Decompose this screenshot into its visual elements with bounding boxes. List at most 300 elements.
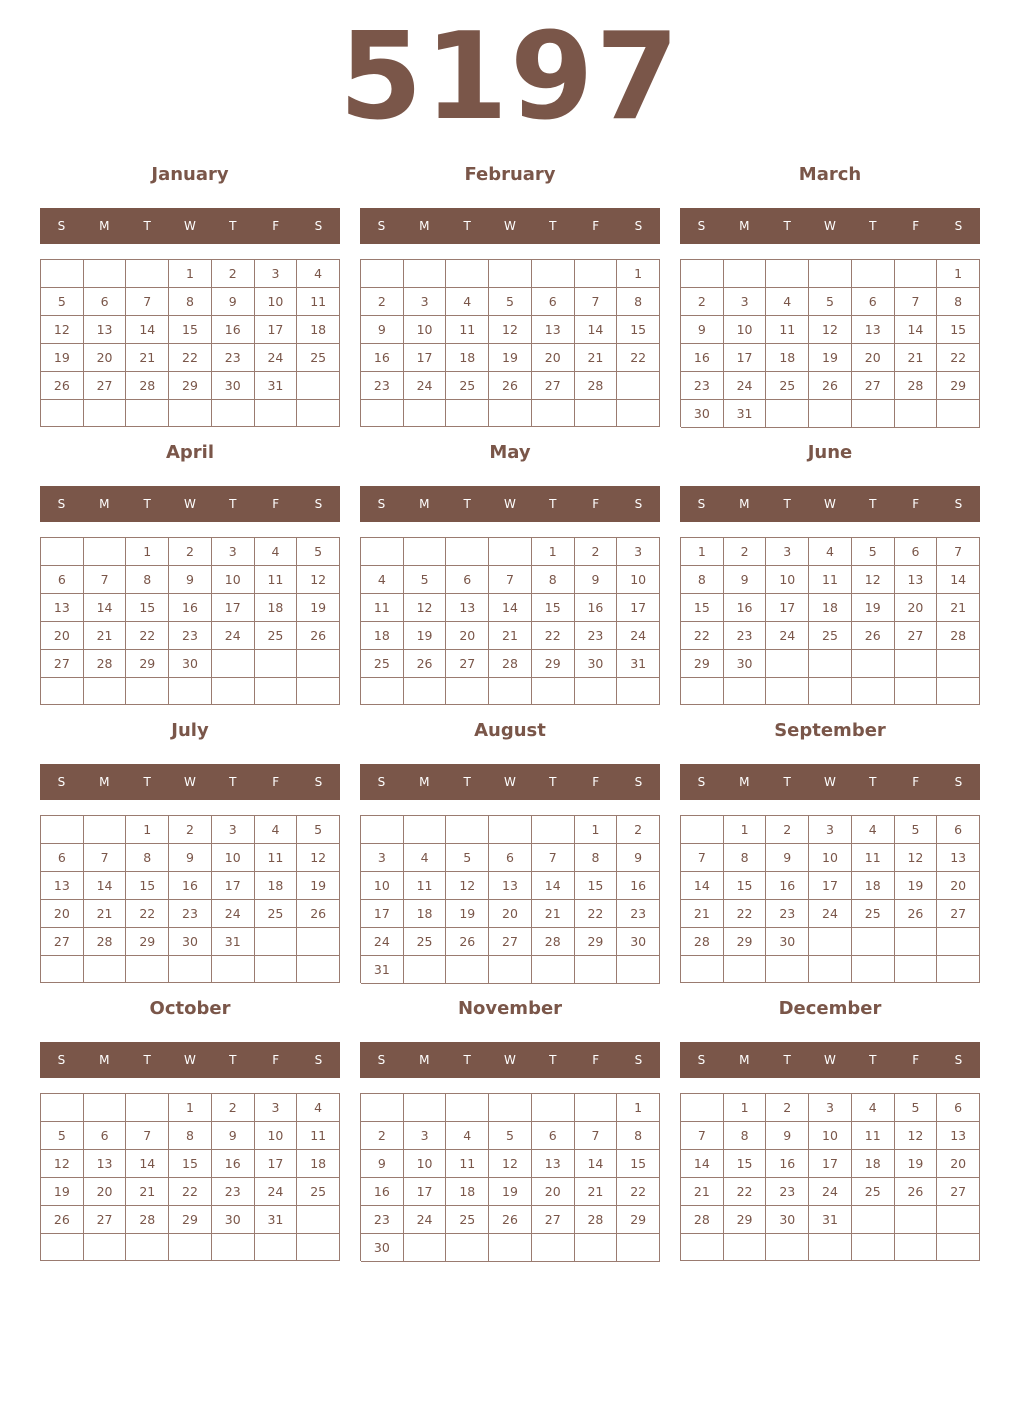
day-cell: 9 <box>212 288 255 316</box>
empty-day-cell <box>809 1234 852 1261</box>
empty-day-cell <box>617 678 660 705</box>
day-cell: 30 <box>681 400 724 428</box>
weekday-header: S <box>377 497 386 511</box>
day-cell: 1 <box>575 816 618 844</box>
day-cell: 5 <box>404 566 447 594</box>
day-cell: 10 <box>766 566 809 594</box>
day-cell: 19 <box>852 594 895 622</box>
day-cell: 3 <box>809 1094 852 1122</box>
day-cell: 7 <box>84 566 127 594</box>
day-cell: 7 <box>895 288 938 316</box>
weekday-header: T <box>783 775 791 789</box>
weekday-header: F <box>912 775 920 789</box>
day-cell: 7 <box>126 1122 169 1150</box>
day-cell: 29 <box>532 650 575 678</box>
day-cell: 3 <box>404 288 447 316</box>
day-cell: 1 <box>532 538 575 566</box>
days-grid <box>40 815 340 983</box>
days-grid <box>680 1093 980 1261</box>
day-cell: 28 <box>126 1206 169 1234</box>
day-cell: 18 <box>404 900 447 928</box>
day-cell: 16 <box>212 316 255 344</box>
day-cell: 26 <box>404 650 447 678</box>
day-cell: 27 <box>852 372 895 400</box>
month-title: March <box>798 164 862 185</box>
weekday-header-row <box>40 208 340 244</box>
day-cell: 16 <box>169 872 212 900</box>
day-cell: 5 <box>297 816 340 844</box>
day-cell: 9 <box>169 566 212 594</box>
weekday-header: M <box>419 219 430 233</box>
empty-day-cell <box>895 260 938 288</box>
day-cell: 18 <box>852 1150 895 1178</box>
day-cell: 16 <box>617 872 660 900</box>
weekday-header: T <box>869 775 877 789</box>
empty-day-cell <box>297 928 340 956</box>
day-cell: 5 <box>446 844 489 872</box>
day-cell: 30 <box>212 1206 255 1234</box>
day-cell: 25 <box>297 1178 340 1206</box>
day-cell: 24 <box>404 372 447 400</box>
empty-day-cell <box>212 650 255 678</box>
weekday-header-row <box>360 764 660 800</box>
empty-day-cell <box>489 1234 532 1262</box>
weekday-header: F <box>272 1053 280 1067</box>
empty-day-cell <box>297 400 340 427</box>
day-cell: 13 <box>937 1122 980 1150</box>
empty-day-cell <box>212 1234 255 1261</box>
day-cell: 6 <box>489 844 532 872</box>
day-cell: 9 <box>361 316 404 344</box>
day-cell: 20 <box>532 1178 575 1206</box>
weekday-header: S <box>697 219 706 233</box>
empty-day-cell <box>255 400 298 427</box>
day-cell: 25 <box>766 372 809 400</box>
empty-day-cell <box>41 1094 84 1122</box>
day-cell: 6 <box>446 566 489 594</box>
day-cell: 23 <box>212 344 255 372</box>
day-cell: 27 <box>532 1206 575 1234</box>
day-cell: 12 <box>404 594 447 622</box>
day-cell: 24 <box>724 372 767 400</box>
day-cell: 8 <box>681 566 724 594</box>
weekday-header: T <box>229 775 237 789</box>
month-title: September <box>774 720 886 741</box>
day-cell: 14 <box>575 1150 618 1178</box>
day-cell: 30 <box>169 650 212 678</box>
day-cell: 17 <box>255 1150 298 1178</box>
day-cell: 14 <box>937 566 980 594</box>
day-cell: 22 <box>169 344 212 372</box>
empty-day-cell <box>532 1094 575 1122</box>
day-cell: 21 <box>489 622 532 650</box>
empty-day-cell <box>532 1234 575 1262</box>
day-cell: 11 <box>255 566 298 594</box>
day-cell: 18 <box>852 872 895 900</box>
day-cell: 13 <box>489 872 532 900</box>
day-cell: 5 <box>489 288 532 316</box>
day-cell: 11 <box>446 316 489 344</box>
weekday-header: M <box>739 497 750 511</box>
day-cell: 6 <box>852 288 895 316</box>
empty-day-cell <box>255 928 298 956</box>
empty-day-cell <box>297 678 340 705</box>
day-cell: 19 <box>489 1178 532 1206</box>
day-cell: 13 <box>41 872 84 900</box>
day-cell: 16 <box>361 1178 404 1206</box>
empty-day-cell <box>84 260 127 288</box>
empty-day-cell <box>617 400 660 427</box>
day-cell: 17 <box>212 594 255 622</box>
weekday-header: S <box>314 1053 323 1067</box>
day-cell: 10 <box>404 1150 447 1178</box>
month-title: November <box>457 998 563 1019</box>
day-cell: 16 <box>766 1150 809 1178</box>
empty-day-cell <box>937 1206 980 1234</box>
day-cell: 20 <box>532 344 575 372</box>
day-cell: 9 <box>766 1122 809 1150</box>
day-cell: 17 <box>255 316 298 344</box>
day-cell: 27 <box>446 650 489 678</box>
empty-day-cell <box>212 678 255 705</box>
day-cell: 4 <box>404 844 447 872</box>
empty-day-cell <box>361 816 404 844</box>
day-cell: 15 <box>681 594 724 622</box>
day-cell: 4 <box>255 816 298 844</box>
day-cell: 30 <box>617 928 660 956</box>
day-cell: 23 <box>766 1178 809 1206</box>
day-cell: 28 <box>532 928 575 956</box>
empty-day-cell <box>809 956 852 983</box>
empty-day-cell <box>895 956 938 983</box>
weekday-header-row <box>360 486 660 522</box>
empty-day-cell <box>446 1234 489 1262</box>
day-cell: 26 <box>489 372 532 400</box>
weekday-header: M <box>99 497 110 511</box>
day-cell: 5 <box>895 1094 938 1122</box>
empty-day-cell <box>766 650 809 678</box>
day-cell: 29 <box>126 650 169 678</box>
day-cell: 16 <box>169 594 212 622</box>
empty-day-cell <box>809 650 852 678</box>
empty-day-cell <box>724 678 767 705</box>
day-cell: 1 <box>126 538 169 566</box>
empty-day-cell <box>361 538 404 566</box>
days-grid <box>680 815 980 983</box>
weekday-header-row <box>680 764 980 800</box>
day-cell: 26 <box>297 622 340 650</box>
day-cell: 25 <box>852 900 895 928</box>
day-cell: 16 <box>575 594 618 622</box>
day-cell: 17 <box>724 344 767 372</box>
month-title: January <box>151 164 229 185</box>
weekday-header: S <box>314 219 323 233</box>
empty-day-cell <box>446 956 489 984</box>
weekday-header: T <box>463 775 471 789</box>
empty-day-cell <box>575 678 618 705</box>
weekday-header: M <box>419 497 430 511</box>
empty-day-cell <box>575 1094 618 1122</box>
day-cell: 17 <box>361 900 404 928</box>
empty-day-cell <box>766 1234 809 1261</box>
empty-day-cell <box>404 1094 447 1122</box>
empty-day-cell <box>404 1234 447 1262</box>
weekday-header: W <box>824 775 836 789</box>
weekday-header-row <box>40 764 340 800</box>
empty-day-cell <box>126 260 169 288</box>
day-cell: 16 <box>361 344 404 372</box>
days-grid <box>40 259 340 427</box>
day-cell: 22 <box>724 1178 767 1206</box>
day-cell: 18 <box>297 1150 340 1178</box>
weekday-header: F <box>592 775 600 789</box>
day-cell: 10 <box>617 566 660 594</box>
day-cell: 24 <box>212 622 255 650</box>
day-cell: 25 <box>446 372 489 400</box>
month-title: May <box>489 442 531 463</box>
day-cell: 4 <box>361 566 404 594</box>
day-cell: 6 <box>532 1122 575 1150</box>
day-cell: 15 <box>575 872 618 900</box>
empty-day-cell <box>575 956 618 984</box>
empty-day-cell <box>41 1234 84 1261</box>
empty-day-cell <box>895 678 938 705</box>
day-cell: 25 <box>852 1178 895 1206</box>
day-cell: 3 <box>724 288 767 316</box>
day-cell: 12 <box>852 566 895 594</box>
day-cell: 12 <box>809 316 852 344</box>
weekday-header: S <box>57 497 66 511</box>
empty-day-cell <box>489 260 532 288</box>
day-cell: 11 <box>361 594 404 622</box>
day-cell: 30 <box>212 372 255 400</box>
day-cell: 8 <box>617 1122 660 1150</box>
day-cell: 13 <box>84 316 127 344</box>
day-cell: 11 <box>766 316 809 344</box>
day-cell: 2 <box>681 288 724 316</box>
weekday-header-row <box>680 486 980 522</box>
day-cell: 15 <box>532 594 575 622</box>
day-cell: 11 <box>255 844 298 872</box>
empty-day-cell <box>489 538 532 566</box>
empty-day-cell <box>361 678 404 705</box>
empty-day-cell <box>724 1234 767 1261</box>
empty-day-cell <box>852 928 895 956</box>
day-cell: 17 <box>766 594 809 622</box>
day-cell: 21 <box>681 1178 724 1206</box>
day-cell: 17 <box>404 1178 447 1206</box>
empty-day-cell <box>895 1206 938 1234</box>
day-cell: 13 <box>532 316 575 344</box>
weekday-header: T <box>143 775 151 789</box>
day-cell: 12 <box>446 872 489 900</box>
empty-day-cell <box>297 1234 340 1261</box>
weekday-header: W <box>824 219 836 233</box>
day-cell: 30 <box>766 1206 809 1234</box>
day-cell: 7 <box>681 1122 724 1150</box>
day-cell: 1 <box>169 1094 212 1122</box>
empty-day-cell <box>446 538 489 566</box>
weekday-header: F <box>592 497 600 511</box>
day-cell: 2 <box>169 816 212 844</box>
day-cell: 1 <box>724 1094 767 1122</box>
day-cell: 17 <box>404 344 447 372</box>
day-cell: 28 <box>895 372 938 400</box>
day-cell: 9 <box>681 316 724 344</box>
day-cell: 8 <box>575 844 618 872</box>
day-cell: 11 <box>446 1150 489 1178</box>
day-cell: 3 <box>404 1122 447 1150</box>
weekday-header: W <box>824 497 836 511</box>
day-cell: 14 <box>575 316 618 344</box>
empty-day-cell <box>681 260 724 288</box>
empty-day-cell <box>681 678 724 705</box>
day-cell: 6 <box>84 1122 127 1150</box>
weekday-header: S <box>57 775 66 789</box>
day-cell: 18 <box>361 622 404 650</box>
day-cell: 18 <box>809 594 852 622</box>
empty-day-cell <box>809 260 852 288</box>
day-cell: 16 <box>212 1150 255 1178</box>
day-cell: 26 <box>489 1206 532 1234</box>
empty-day-cell <box>852 650 895 678</box>
weekday-header: T <box>143 1053 151 1067</box>
day-cell: 20 <box>937 1150 980 1178</box>
empty-day-cell <box>297 372 340 400</box>
day-cell: 1 <box>681 538 724 566</box>
day-cell: 1 <box>126 816 169 844</box>
empty-day-cell <box>852 1206 895 1234</box>
month-title: July <box>171 720 209 741</box>
day-cell: 5 <box>41 288 84 316</box>
day-cell: 3 <box>617 538 660 566</box>
day-cell: 29 <box>169 372 212 400</box>
day-cell: 13 <box>532 1150 575 1178</box>
day-cell: 1 <box>169 260 212 288</box>
day-cell: 8 <box>169 288 212 316</box>
day-cell: 7 <box>681 844 724 872</box>
empty-day-cell <box>41 678 84 705</box>
empty-day-cell <box>212 956 255 983</box>
day-cell: 24 <box>361 928 404 956</box>
day-cell: 15 <box>169 316 212 344</box>
empty-day-cell <box>404 678 447 705</box>
day-cell: 30 <box>724 650 767 678</box>
weekday-header: T <box>783 497 791 511</box>
day-cell: 3 <box>255 260 298 288</box>
empty-day-cell <box>937 650 980 678</box>
day-cell: 27 <box>937 900 980 928</box>
empty-day-cell <box>169 1234 212 1261</box>
day-cell: 12 <box>297 566 340 594</box>
weekday-header: W <box>184 775 196 789</box>
day-cell: 28 <box>84 928 127 956</box>
weekday-header: F <box>912 1053 920 1067</box>
day-cell: 28 <box>575 1206 618 1234</box>
weekday-header: S <box>57 219 66 233</box>
day-cell: 3 <box>809 816 852 844</box>
day-cell: 23 <box>617 900 660 928</box>
empty-day-cell <box>255 956 298 983</box>
day-cell: 22 <box>617 344 660 372</box>
empty-day-cell <box>404 956 447 984</box>
day-cell: 26 <box>895 900 938 928</box>
day-cell: 19 <box>809 344 852 372</box>
day-cell: 21 <box>126 344 169 372</box>
day-cell: 10 <box>361 872 404 900</box>
day-cell: 6 <box>41 844 84 872</box>
empty-day-cell <box>895 1234 938 1261</box>
days-grid <box>680 259 980 427</box>
day-cell: 14 <box>681 872 724 900</box>
day-cell: 13 <box>895 566 938 594</box>
weekday-header: T <box>549 775 557 789</box>
day-cell: 25 <box>404 928 447 956</box>
day-cell: 5 <box>297 538 340 566</box>
empty-day-cell <box>852 956 895 983</box>
empty-day-cell <box>489 956 532 984</box>
day-cell: 3 <box>361 844 404 872</box>
day-cell: 23 <box>766 900 809 928</box>
day-cell: 21 <box>532 900 575 928</box>
day-cell: 14 <box>126 316 169 344</box>
empty-day-cell <box>681 956 724 983</box>
day-cell: 4 <box>852 816 895 844</box>
day-cell: 20 <box>84 1178 127 1206</box>
empty-day-cell <box>895 650 938 678</box>
day-cell: 15 <box>126 594 169 622</box>
day-cell: 25 <box>255 622 298 650</box>
empty-day-cell <box>297 1206 340 1234</box>
day-cell: 21 <box>126 1178 169 1206</box>
weekday-header: S <box>57 1053 66 1067</box>
empty-day-cell <box>41 400 84 427</box>
day-cell: 11 <box>297 1122 340 1150</box>
day-cell: 23 <box>724 622 767 650</box>
day-cell: 26 <box>809 372 852 400</box>
day-cell: 21 <box>575 344 618 372</box>
weekday-header: M <box>99 1053 110 1067</box>
empty-day-cell <box>681 1234 724 1261</box>
empty-day-cell <box>84 538 127 566</box>
day-cell: 15 <box>617 316 660 344</box>
day-cell: 12 <box>489 1150 532 1178</box>
empty-day-cell <box>169 956 212 983</box>
empty-day-cell <box>532 956 575 984</box>
day-cell: 2 <box>617 816 660 844</box>
weekday-header: T <box>229 219 237 233</box>
year-title: 5197 <box>339 8 681 147</box>
day-cell: 22 <box>126 900 169 928</box>
day-cell: 12 <box>41 1150 84 1178</box>
days-grid <box>680 537 980 705</box>
empty-day-cell <box>126 956 169 983</box>
day-cell: 21 <box>575 1178 618 1206</box>
day-cell: 2 <box>212 1094 255 1122</box>
day-cell: 9 <box>361 1150 404 1178</box>
day-cell: 23 <box>361 372 404 400</box>
day-cell: 14 <box>895 316 938 344</box>
weekday-header: T <box>549 1053 557 1067</box>
weekday-header: W <box>184 497 196 511</box>
weekday-header-row <box>680 1042 980 1078</box>
weekday-header-row <box>360 1042 660 1078</box>
day-cell: 15 <box>724 872 767 900</box>
day-cell: 24 <box>809 1178 852 1206</box>
day-cell: 5 <box>809 288 852 316</box>
weekday-header: W <box>184 1053 196 1067</box>
empty-day-cell <box>895 400 938 428</box>
